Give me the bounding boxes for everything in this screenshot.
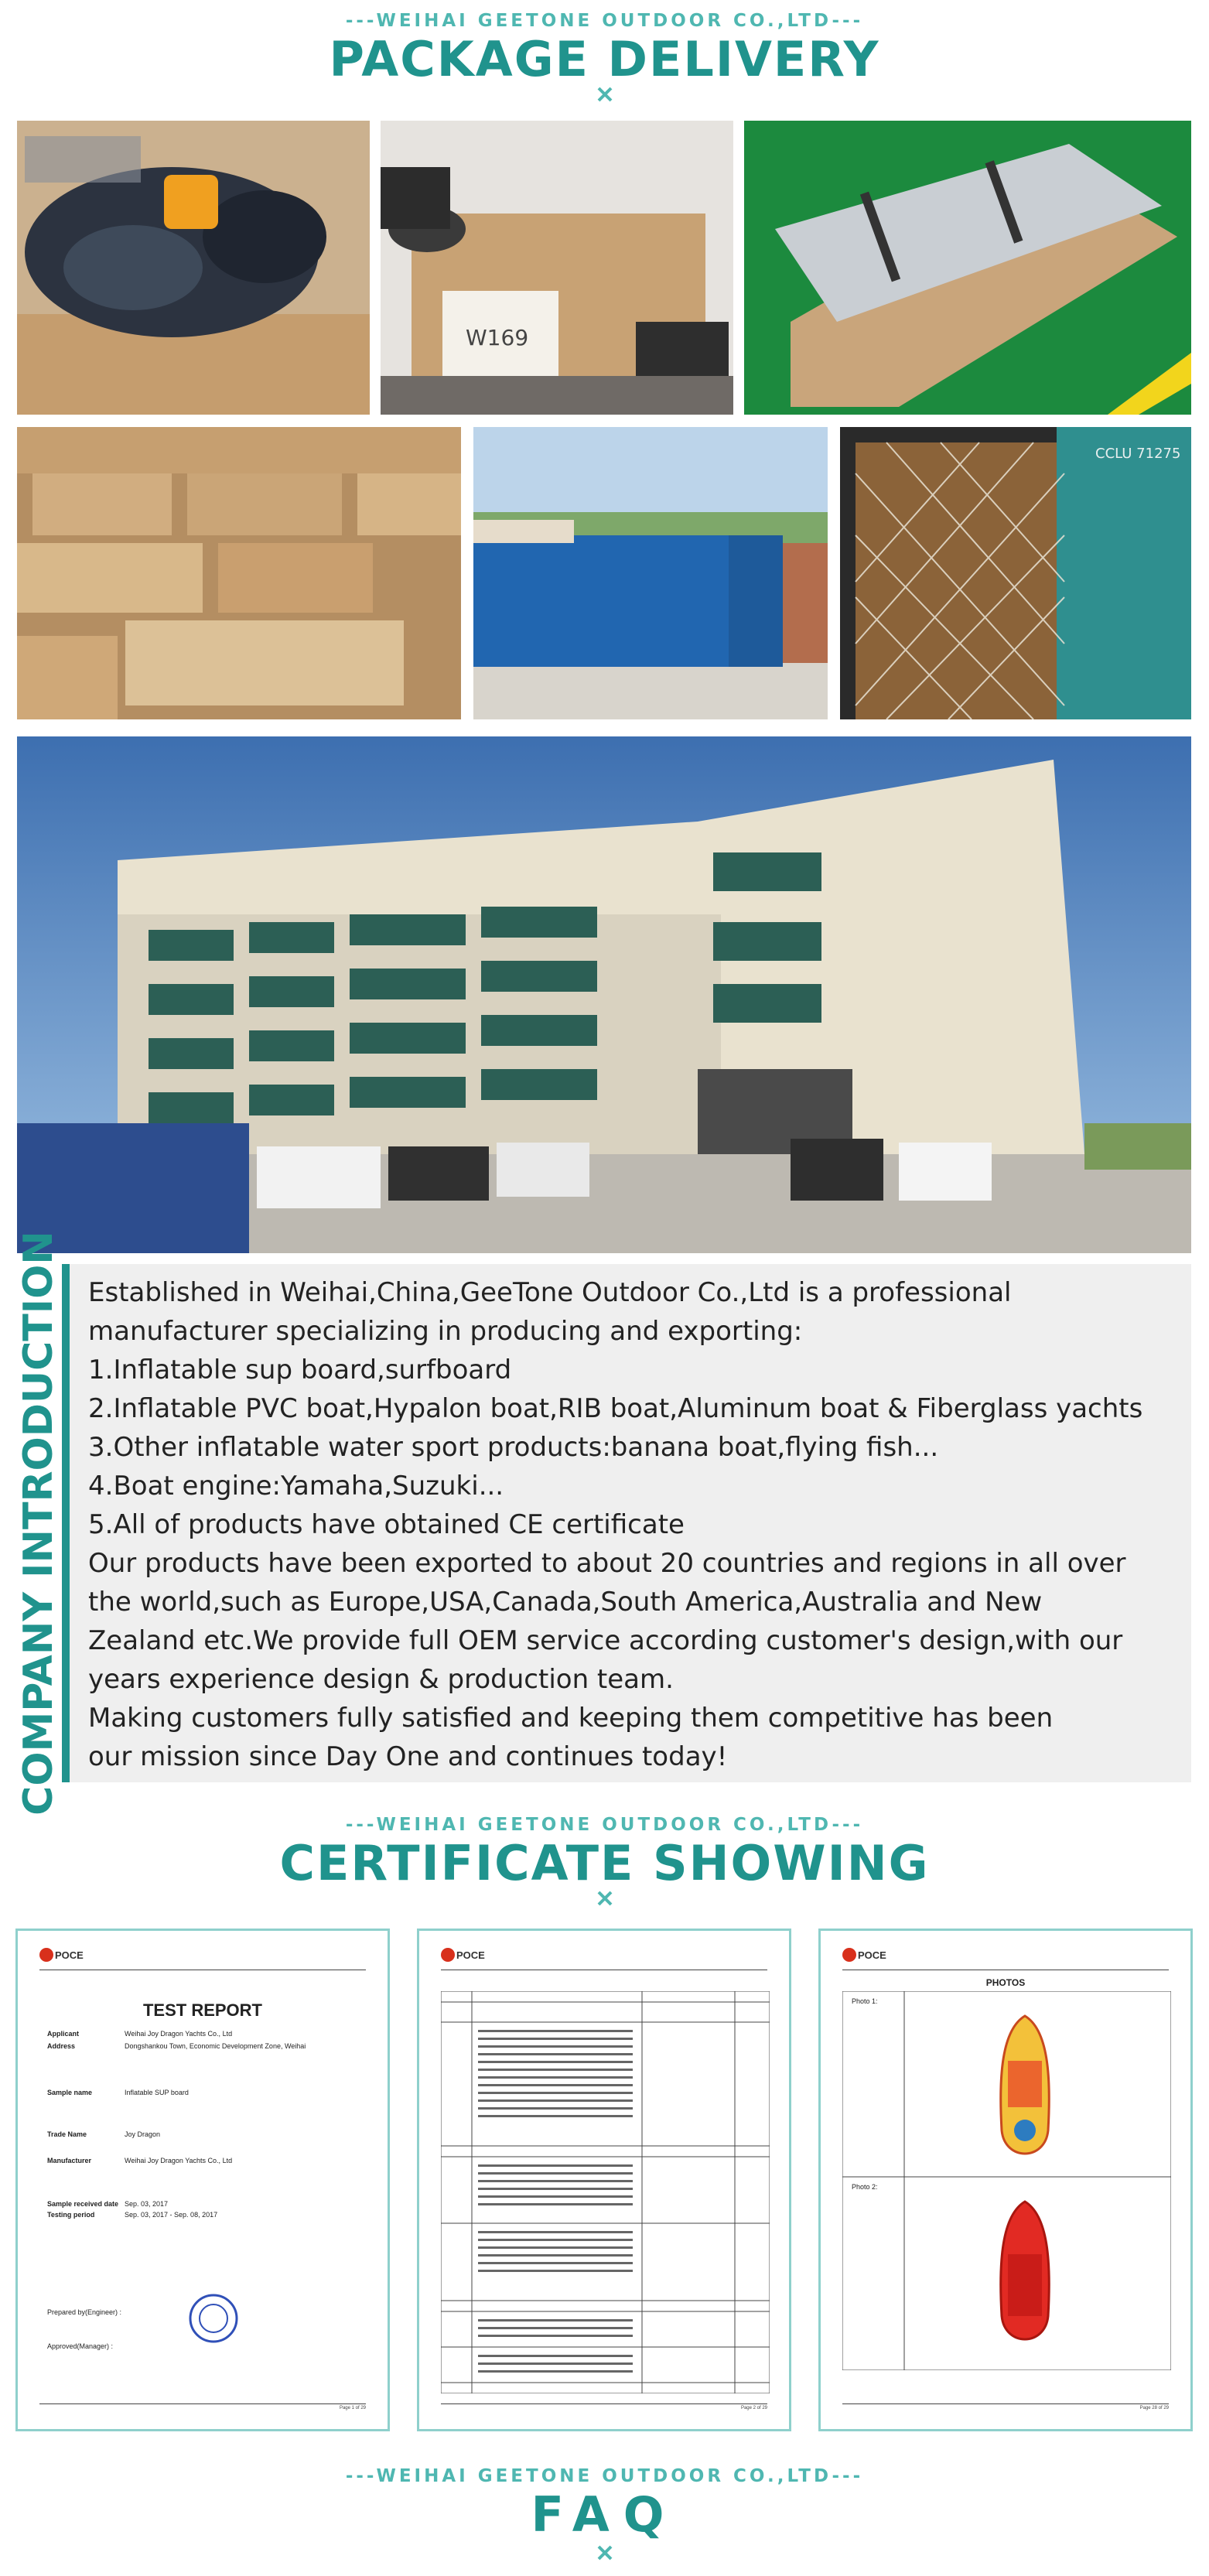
intro-line: the world,such as Europe,USA,Canada,South America,Australia and New <box>88 1587 1043 1618</box>
cert-field: Address Dongshankou Town, Economic Development Zone, Weihai <box>47 2042 306 2050</box>
factory-building-photo <box>17 736 1191 1253</box>
cert-footer: Page 2 of 29 <box>441 2403 767 2410</box>
faq-title: FAQ <box>531 2486 678 2543</box>
poce-logo: POCE <box>842 1948 897 1966</box>
intro-line: years experience design & production team. <box>88 1664 674 1695</box>
svg-text:CCLU 71275: CCLU 71275 <box>1095 446 1181 462</box>
cert-signature: Prepared by(Engineer) : <box>47 2308 122 2316</box>
sup-board-photo <box>997 2200 1053 2355</box>
photo-label: Photo 2: <box>852 2183 878 2191</box>
photos-certificate <box>818 1929 1193 2431</box>
intro-accent-bar <box>62 1264 70 1782</box>
container-loading-photo <box>840 427 1191 719</box>
package-subtitle: ---WEIHAI GEETONE OUTDOOR CO.,LTD--- <box>345 11 864 31</box>
requirements-table-certificate <box>417 1929 791 2431</box>
stamp-icon <box>186 2291 241 2345</box>
wrapped-board-photo <box>744 121 1191 415</box>
test-report-certificate <box>15 1929 390 2431</box>
cert-field: Testing period Sep. 03, 2017 - Sep. 08, 2017 <box>47 2211 218 2219</box>
carton-stack-photo <box>17 427 461 719</box>
packed-accessories-photo <box>17 121 370 415</box>
photos-title: PHOTOS <box>985 1977 1026 1988</box>
poce-logo: POCE <box>39 1948 94 1966</box>
x-mark-icon <box>596 2544 614 2562</box>
cert-footer: Page 1 of 29 <box>39 2403 366 2410</box>
svg-text:W169: W169 <box>466 325 529 350</box>
cert-field: Manufacturer Weihai Joy Dragon Yachts Co., Ltd <box>47 2157 233 2164</box>
cert-signature: Approved(Manager) : <box>47 2342 114 2350</box>
certificate-subtitle: ---WEIHAI GEETONE OUTDOOR CO.,LTD--- <box>345 1815 864 1835</box>
package-title: PACKAGE DELIVERY <box>329 31 880 87</box>
company-introduction-text <box>70 1264 1191 1782</box>
intro-line: 1.Inflatable sup board,surfboard <box>88 1355 512 1385</box>
intro-line: manufacturer specializing in producing and exporting: <box>88 1316 803 1347</box>
x-mark-icon <box>596 85 614 104</box>
intro-line: 4.Boat engine:Yamaha,Suzuki... <box>88 1471 504 1502</box>
certificate-title: CERTIFICATE SHOWING <box>279 1835 930 1891</box>
cert-field: Trade Name Joy Dragon <box>47 2130 161 2138</box>
cert-field: Applicant Weihai Joy Dragon Yachts Co., Ltd <box>47 2030 233 2038</box>
company-introduction-label: COMPANY INTRODUCTION <box>15 1231 62 1816</box>
test-report-title: TEST REPORT <box>142 2000 262 2020</box>
intro-line: Our products have been exported to about 20 countries and regions in all over <box>88 1548 1126 1579</box>
cert-field: Sample received date Sep. 03, 2017 <box>47 2200 169 2208</box>
intro-line: Zealand etc.We provide full OEM service according customer's design,with our <box>88 1625 1123 1656</box>
intro-line: 3.Other inflatable water sport products:banana boat,flying fish... <box>88 1432 939 1463</box>
shipping-container-photo <box>473 427 828 719</box>
cert-footer: Page 28 of 29 <box>842 2403 1169 2410</box>
requirements-table <box>441 1991 770 2393</box>
cert-field: Sample name Inflatable SUP board <box>47 2089 189 2096</box>
poce-logo: POCE <box>441 1948 495 1966</box>
sup-board-photo <box>997 2014 1053 2169</box>
intro-line: 2.Inflatable PVC boat,Hypalon boat,RIB boat,Aluminum boat & Fiberglass yachts <box>88 1393 1143 1424</box>
x-mark-icon <box>596 1889 614 1908</box>
photo-label: Photo 1: <box>852 1997 878 2005</box>
faq-subtitle: ---WEIHAI GEETONE OUTDOOR CO.,LTD--- <box>345 2466 864 2486</box>
boxing-photo <box>381 121 733 415</box>
intro-line: 5.All of products have obtained CE certificate <box>88 1509 685 1540</box>
intro-line: Making customers fully satisfied and keeping them competitive has been <box>88 1703 1054 1734</box>
intro-line: Established in Weihai,China,GeeTone Outdoor Co.,Ltd is a professional <box>88 1277 1012 1308</box>
intro-line: our mission since Day One and continues today! <box>88 1741 728 1772</box>
